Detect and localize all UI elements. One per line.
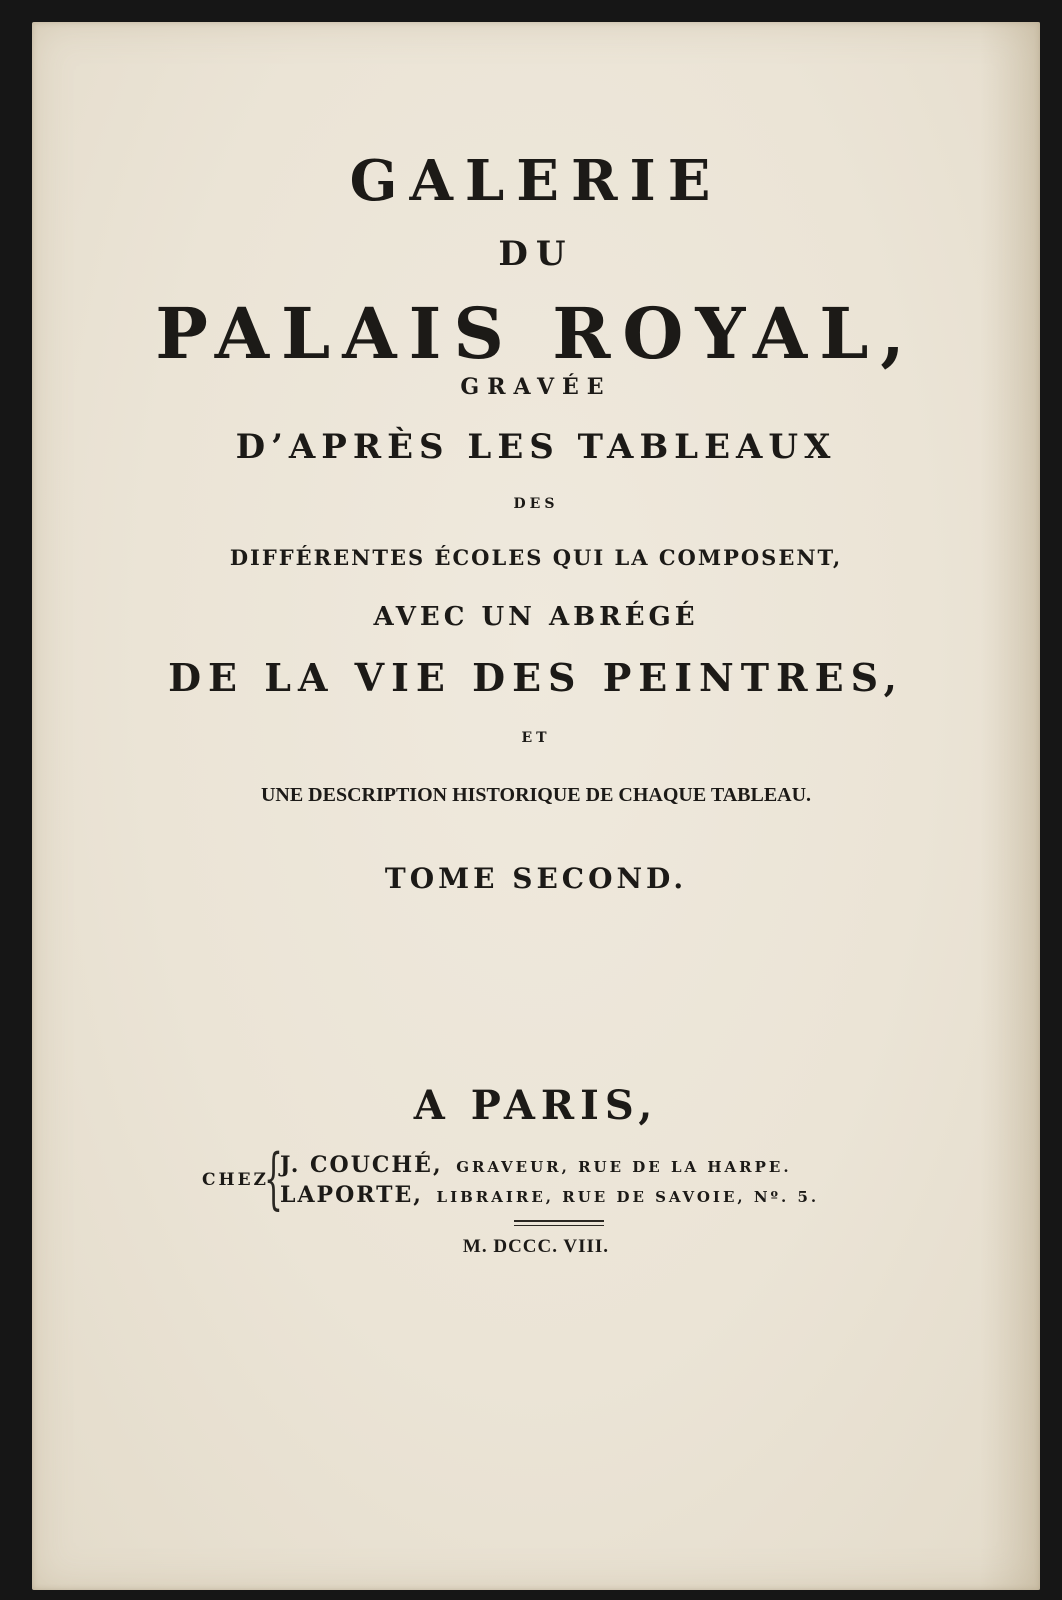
publisher-detail: LIBRAIRE, RUE DE SAVOIE, Nº. 5.: [436, 1188, 820, 1206]
title-page: [32, 22, 1040, 1590]
title-palais-royal: PALAIS ROYAL,: [155, 292, 917, 375]
imprint-publishers: [198, 1140, 898, 1218]
publisher-name: LAPORTE,: [280, 1182, 423, 1208]
title-connector-du: DU: [498, 234, 574, 274]
subtitle-description-historique: UNE DESCRIPTION HISTORIQUE DE CHAQUE TABLEAU.: [260, 784, 812, 806]
publication-date: M. DCCC. VIII.: [462, 1236, 610, 1257]
subtitle-et: ET: [521, 730, 551, 746]
subtitle-apres-les-tableaux: D’APRÈS LES TABLEAUX: [235, 427, 837, 467]
imprint-brace: {: [264, 1140, 283, 1217]
subtitle-vie-des-peintres: DE LA VIE DES PEINTRES,: [168, 655, 904, 700]
double-rule-divider: [514, 1220, 604, 1226]
imprint-city: A PARIS,: [413, 1082, 659, 1129]
publisher-name: J. COUCHÉ,: [280, 1152, 443, 1178]
subtitle-avec-un-abrege: AVEC UN ABRÉGÉ: [373, 602, 699, 632]
publisher-detail: GRAVEUR, RUE DE LA HARPE.: [456, 1158, 792, 1176]
volume-label: TOME SECOND.: [384, 862, 688, 895]
subtitle-gravee: GRAVÉE: [460, 374, 612, 400]
book-title: GALERIE: [349, 148, 723, 214]
imprint-chez: CHEZ: [202, 1170, 269, 1190]
subtitle-des: DES: [513, 496, 559, 512]
subtitle-differentes-ecoles: DIFFÉRENTES ÉCOLES QUI LA COMPOSENT,: [229, 545, 843, 570]
publisher-line: [280, 1152, 792, 1178]
publisher-line: [280, 1182, 819, 1208]
